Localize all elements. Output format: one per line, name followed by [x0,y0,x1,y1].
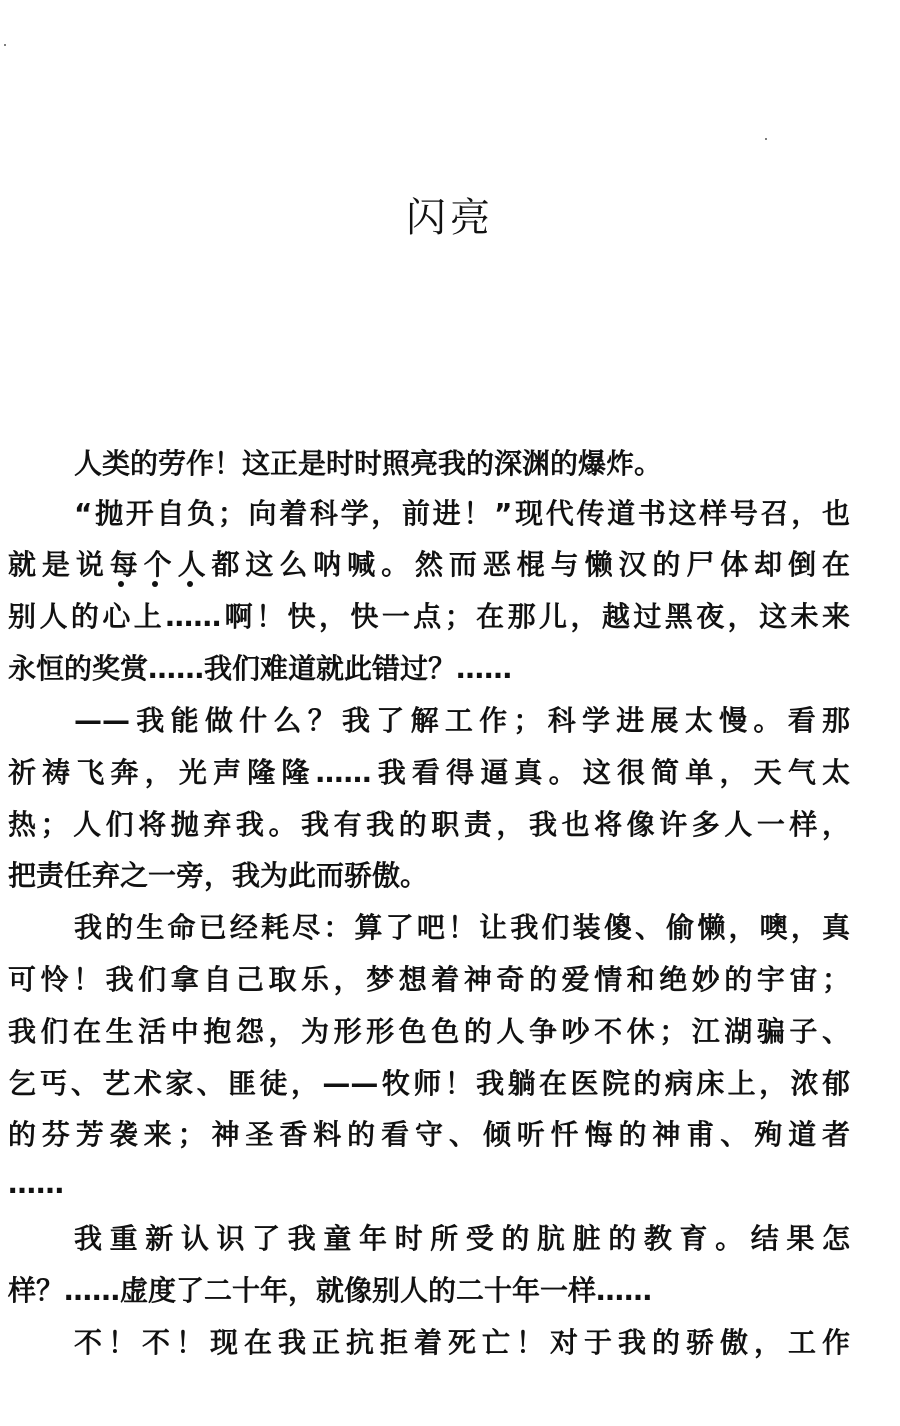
text-line: 永恒的奖赏……我们难道就此错过？…… [8,652,513,685]
text-line: 我的生命已经耗尽：算了吧！让我们装傻、偷懒，噢，真 [74,911,850,944]
text-line: 就是说每个人都这么呐喊。然而恶棍与懒汉的尸体却倒在 [8,548,850,581]
page-title: 闪亮 [406,195,494,241]
text-line: 把责任弃之一旁，我为此而骄傲。 [8,859,429,892]
emphasis-dot [152,581,158,587]
text-line: 人类的劳作！这正是时时照亮我的深渊的爆炸。 [74,447,663,480]
text-line: 祈祷飞奔，光声隆隆……我看得逼真。这很简单，天气太 [8,756,850,789]
paper-speck [765,138,767,140]
text-line: 别人的心上……啊！快，快一点；在那儿，越过黑夜，这未来 [8,600,850,633]
text-line: 可怜！我们拿自己取乐，梦想着神奇的爱情和绝妙的宇宙； [8,963,850,996]
text-line: 热；人们将抛弃我。我有我的职责，我也将像许多人一样， [8,808,850,841]
text-line: …… [8,1167,64,1200]
text-line: ——我能做什么？我了解工作；科学进展太慢。看那 [74,704,850,737]
text-line: 的芬芳袭来；神圣香料的看守、倾听忏悔的神甫、殉道者 [8,1118,850,1151]
text-line: 我们在生活中抱怨，为形形色色的人争吵不休；江湖骗子、 [8,1015,850,1048]
text-line: 样？……虚度了二十年，就像别人的二十年一样…… [8,1274,653,1307]
paper-speck [4,44,6,46]
text-line: “抛开自负；向着科学，前进！”现代传道书这样号召，也 [74,497,850,530]
text-line: 我重新认识了我童年时所受的肮脏的教育。结果怎 [74,1222,850,1255]
text-line: 不！不！现在我正抗拒着死亡！对于我的骄傲，工作 [74,1326,850,1359]
text-line: 乞丐、艺术家、匪徒，——牧师！我躺在医院的病床上，浓郁 [8,1067,850,1100]
emphasis-dot [187,581,193,587]
emphasis-dot [118,581,124,587]
